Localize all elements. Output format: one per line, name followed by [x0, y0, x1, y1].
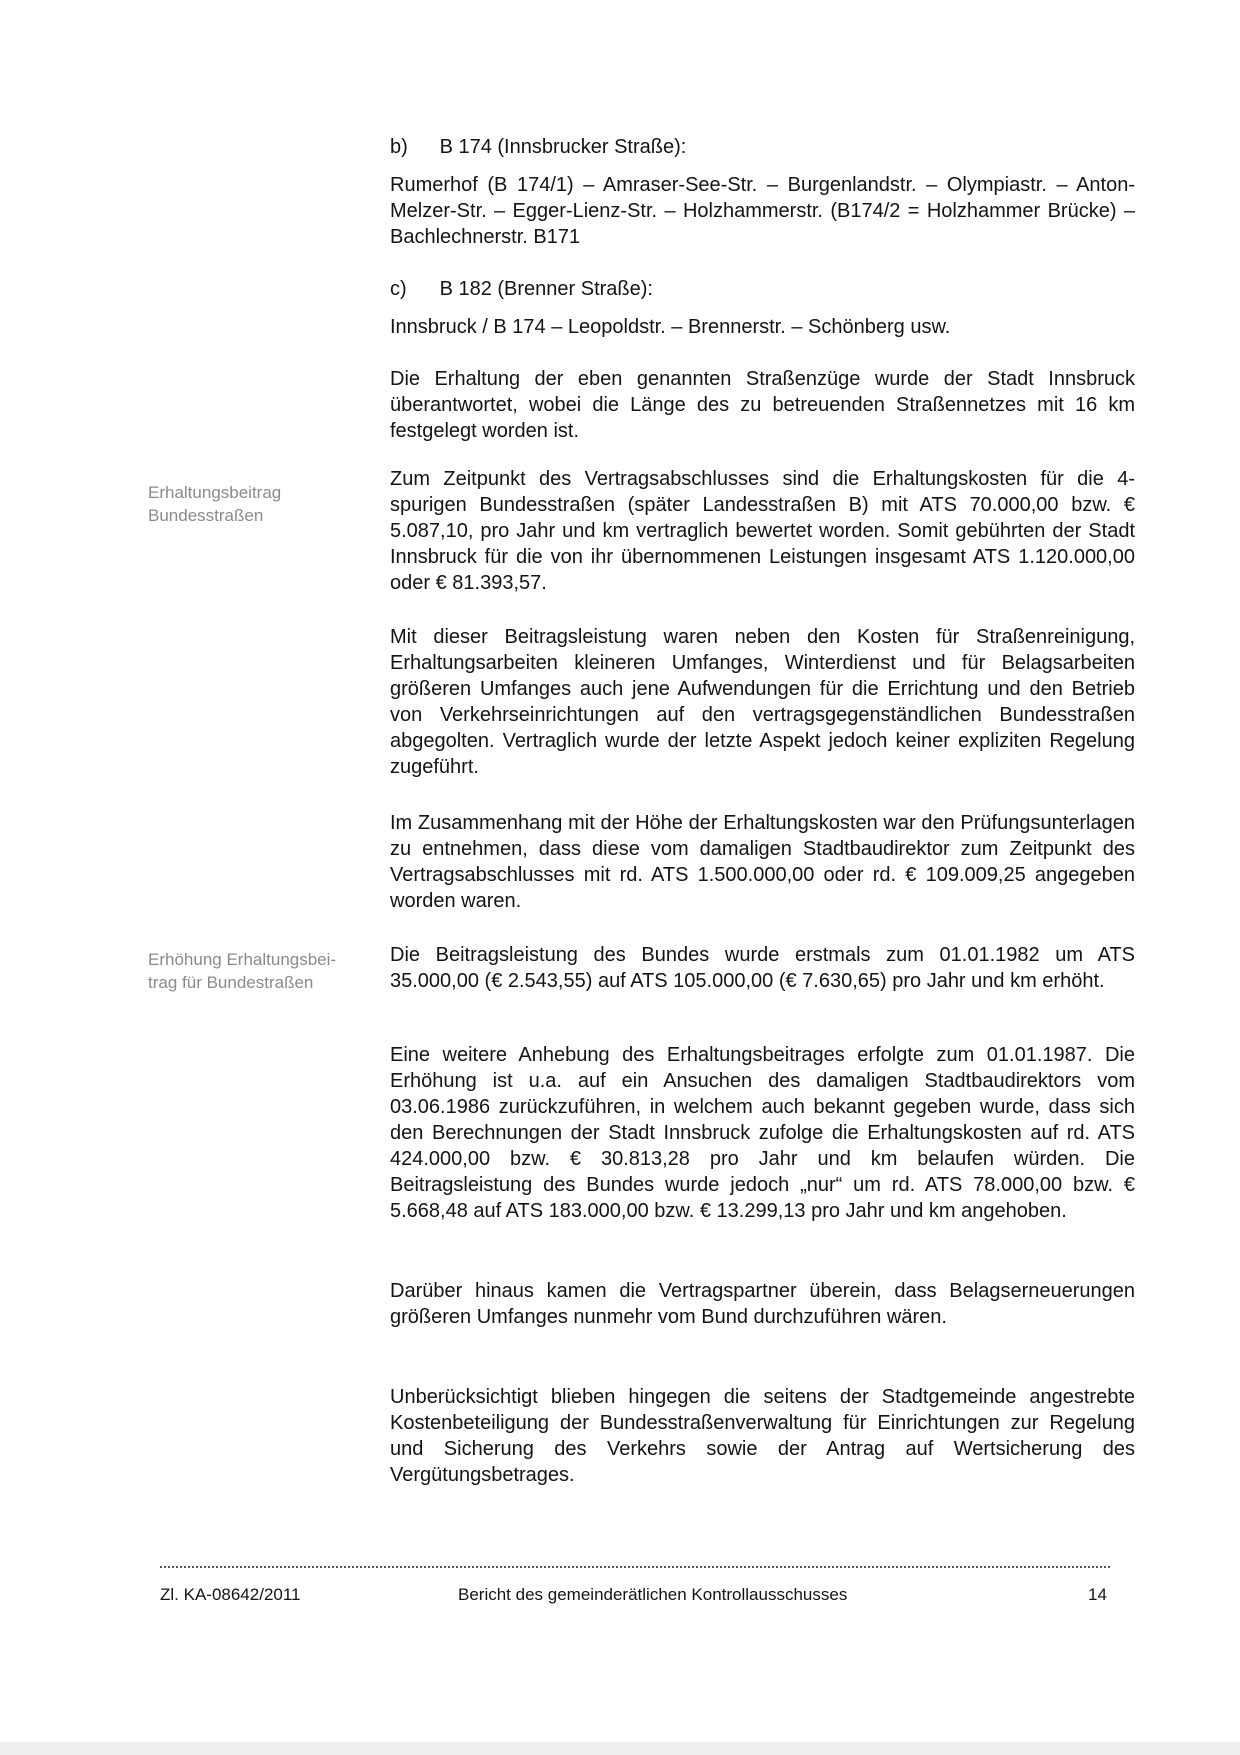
paragraph-1: Die Erhaltung der eben genannten Straßenzüge wurde der Stadt Innsbruck überantwortet, wobei die Länge des zu betreuenden Straßennetzes mit 16 km festgelegt worden ist. [390, 368, 1135, 442]
footer-title: Bericht des gemeinderätlichen Kontrollausschusses [458, 1585, 848, 1604]
section-b-heading [390, 134, 686, 160]
section-b-route: Rumerhof (B 174/1) – Amraser-See-Str. – Burgenlandstr. – Olympiastr. – Anton-Melzer-Str. – Egger-Lienz-Str. – Holzhammerstr. (B174/2 = Holzhammer Brücke) – Bachlechnerstr. B171 [390, 174, 1135, 248]
margin-note-erhaltungsbeitrag [148, 481, 388, 527]
margin-note-2-line-2: trag für Bundestraßen [148, 973, 314, 992]
paragraph-2: Zum Zeitpunkt des Vertragsabschlusses sind die Erhaltungskosten für die 4-spurigen Bundesstraßen (später Landesstraßen B) mit ATS 70.000,00 bzw. € 5.087,10, pro Jahr und km vertraglich bewertet worden. Somit gebührten der Stadt Innsbruck für die von ihr übernommenen Leistungen insgesamt ATS 1.120.000,00 oder € 81.393,57. [390, 468, 1135, 594]
margin-note-1-line-2: Bundesstraßen [148, 506, 264, 525]
footer-divider [160, 1566, 1110, 1568]
section-b-title: B 174 (Innsbrucker Straße): [439, 136, 687, 158]
paragraph-5: Die Beitragsleistung des Bundes wurde erstmals zum 01.01.1982 um ATS 35.000,00 (€ 2.543,55) auf ATS 105.000,00 (€ 7.630,65) pro Jahr und km erhöht. [390, 944, 1135, 992]
section-c-label: c) [390, 278, 407, 300]
page-number: 14 [1088, 1585, 1107, 1604]
paragraph-7: Darüber hinaus kamen die Vertragspartner überein, dass Belagserneuerungen größeren Umfanges nunmehr vom Bund durchzuführen wären. [390, 1280, 1135, 1328]
margin-note-2-line-1: Erhöhung Erhaltungsbei- [148, 950, 337, 969]
section-b-label: b) [390, 136, 408, 158]
paragraph-3: Mit dieser Beitragsleistung waren neben den Kosten für Straßenreinigung, Erhaltungsarbeiten kleineren Umfanges, Winterdienst und für Belagsarbeiten größeren Umfanges auch jene Aufwendungen für die Errichtung und den Betrieb von Verkehrseinrichtungen auf den vertragsgegenständlichen Bundesstraßen abgegolten. Vertraglich wurde der letzte Aspekt jedoch keiner expliziten Regelung zugeführt. [390, 626, 1135, 778]
scan-edge [0, 1742, 1240, 1755]
paragraph-6: Eine weitere Anhebung des Erhaltungsbeitrages erfolgte zum 01.01.1987. Die Erhöhung ist u.a. auf ein Ansuchen des damaligen Stadtbaudirektors vom 03.06.1986 zurückzuführen, in welchem auch bekannt gegeben wurde, dass sich den Berechnungen der Stadt Innsbruck zufolge die Erhaltungskosten auf rd. ATS 424.000,00 bzw. € 30.813,28 pro Jahr und km belaufen würden. Die Beitragsleistung des Bundes wurde jedoch „nur“ um rd. ATS 78.000,00 bzw. € 5.668,48 auf ATS 183.000,00 bzw. € 13.299,13 pro Jahr und km angehoben. [390, 1044, 1135, 1222]
paragraph-8: Unberücksichtigt blieben hingegen die seitens der Stadtgemeinde angestrebte Kostenbeteiligung der Bundesstraßenverwaltung für Einrichtungen zur Regelung und Sicherung des Verkehrs sowie der Antrag auf Wertsicherung des Vergütungsbetrages. [390, 1386, 1135, 1486]
margin-note-erhoehung [148, 948, 388, 994]
section-c-route: Innsbruck / B 174 – Leopoldstr. – Brennerstr. – Schönberg usw. [390, 316, 951, 338]
margin-note-1-line-1: Erhaltungsbeitrag [148, 483, 282, 502]
section-c-heading [390, 276, 653, 302]
section-c-title: B 182 (Brenner Straße): [439, 278, 653, 300]
footer-reference: Zl. KA-08642/2011 [160, 1585, 301, 1604]
paragraph-4: Im Zusammenhang mit der Höhe der Erhaltungskosten war den Prüfungsunterlagen zu entnehmen, dass diese vom damaligen Stadtbaudirektor zum Zeitpunkt des Vertragsabschlusses mit rd. ATS 1.500.000,00 oder rd. € 109.009,25 angegeben worden waren. [390, 812, 1135, 912]
